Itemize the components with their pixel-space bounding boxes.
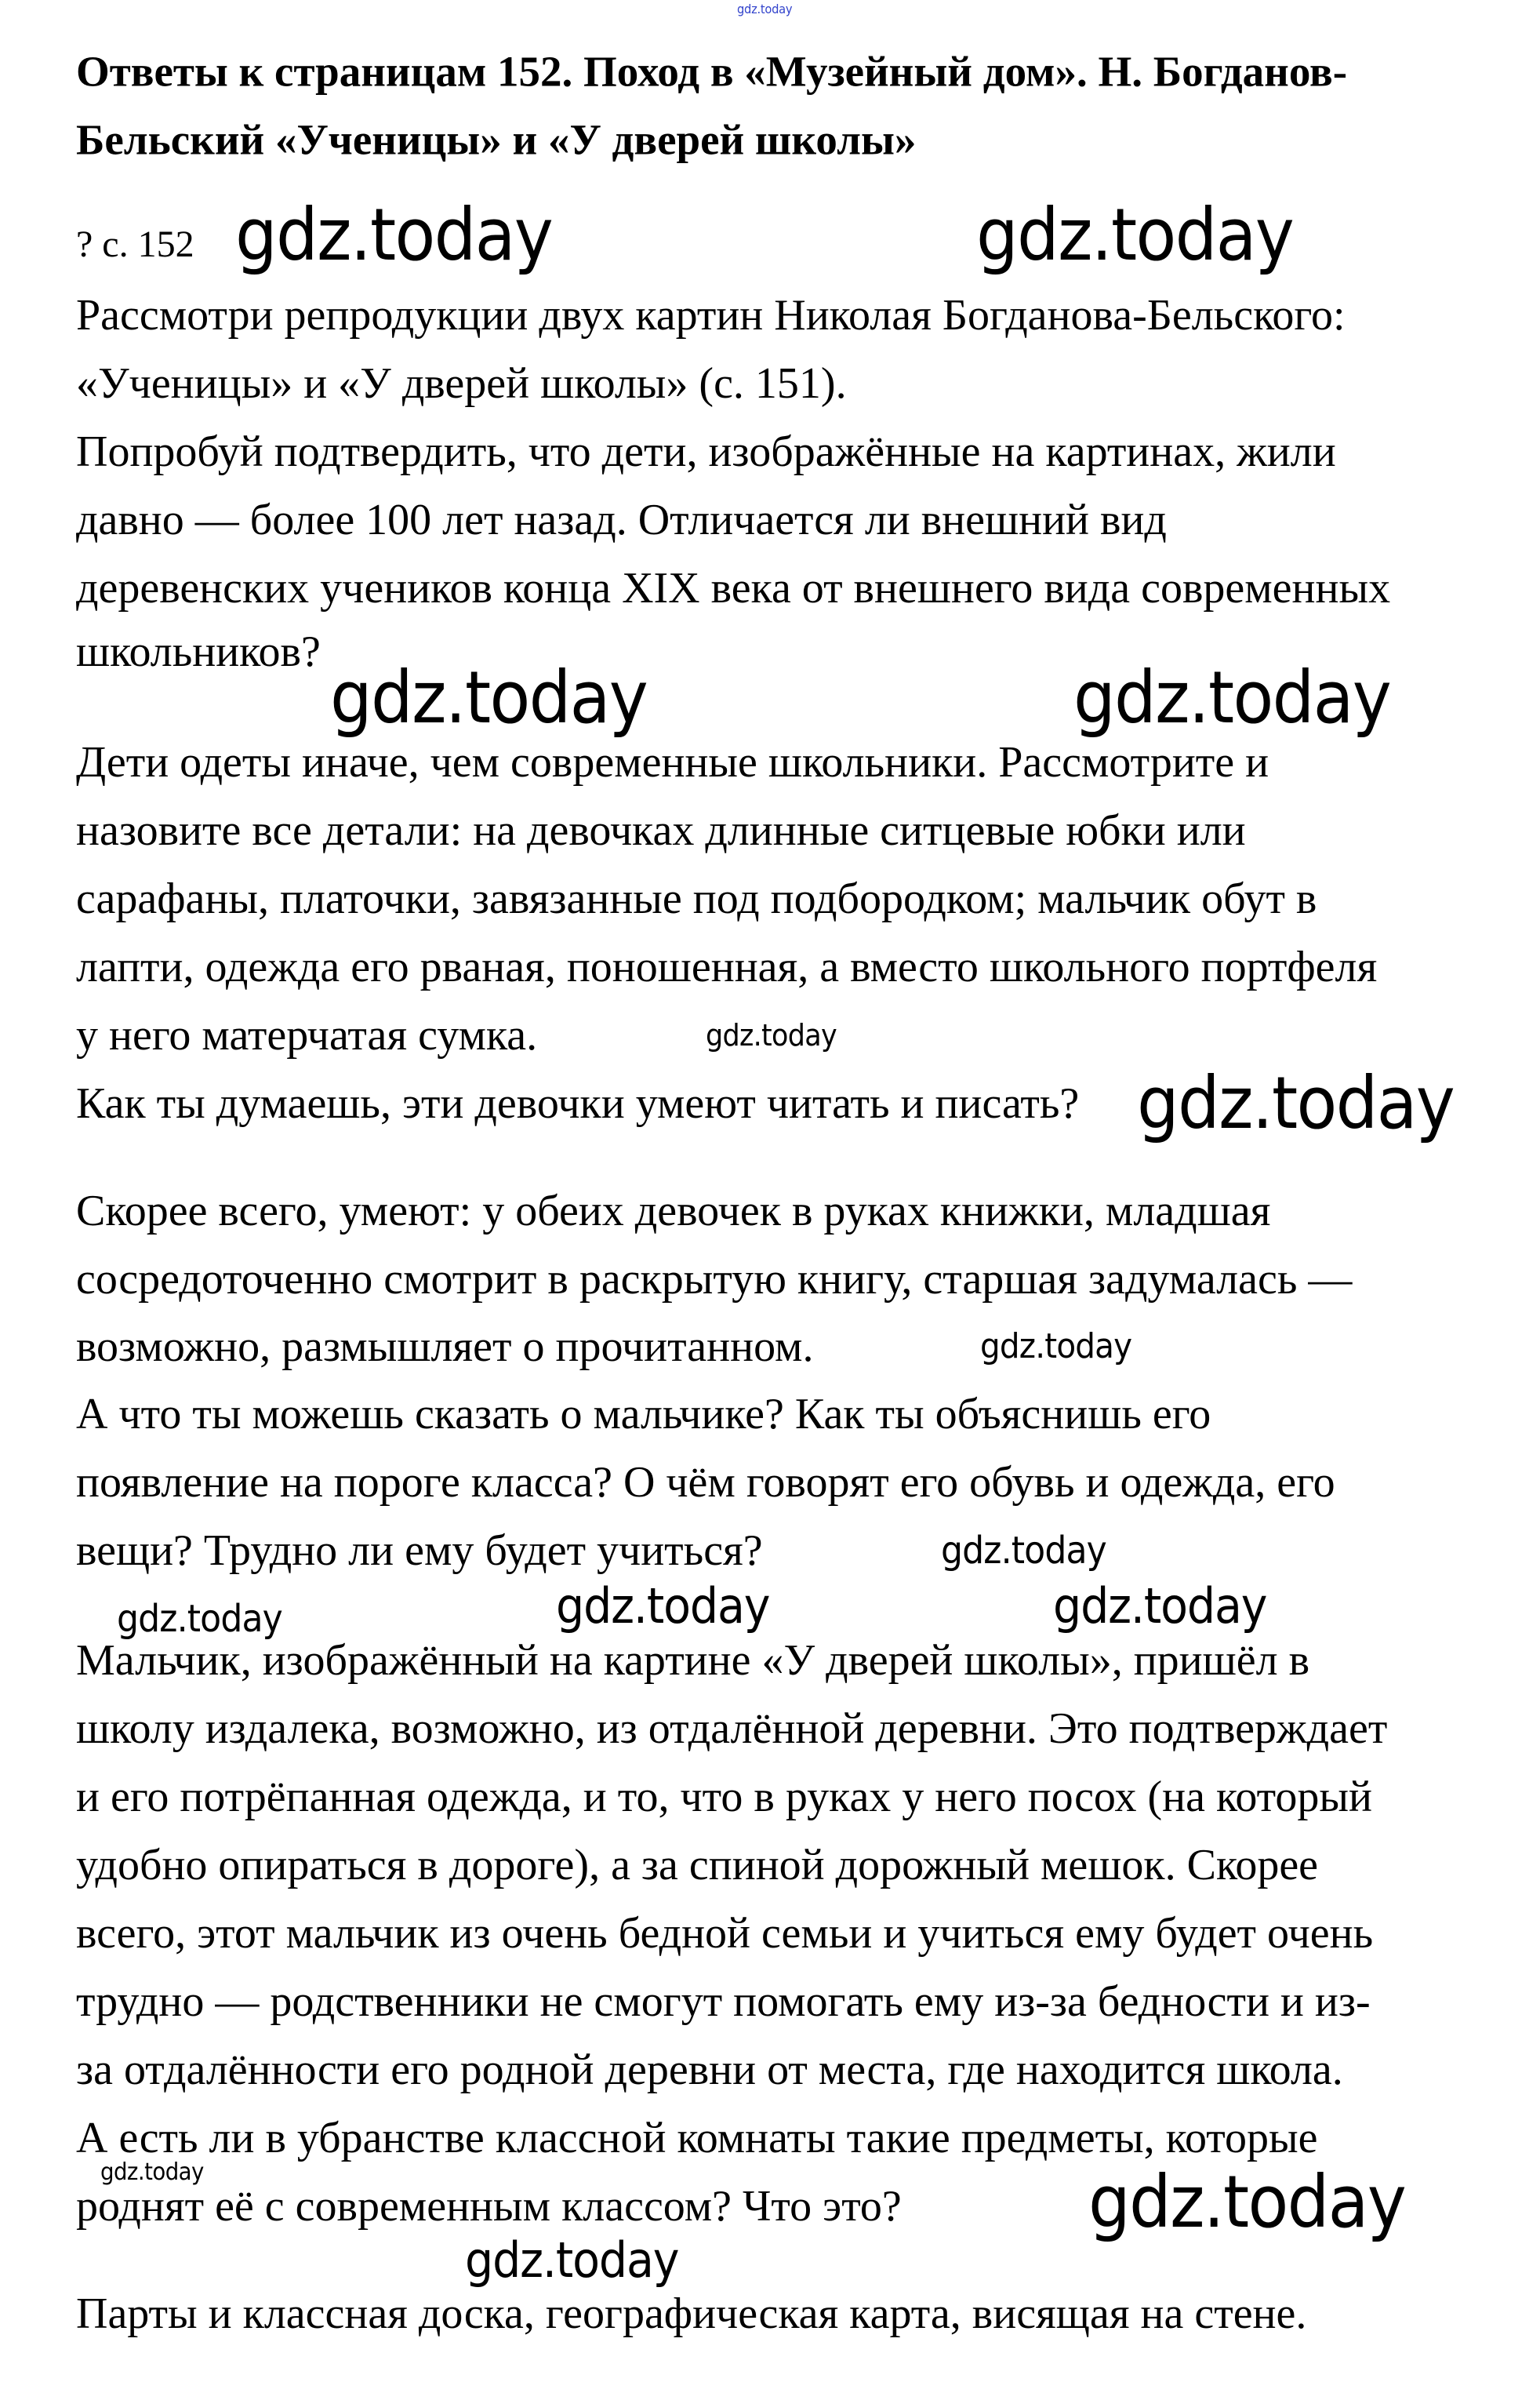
text-line: назовите все детали: на девочках длинные ситцевые юбки или [76, 806, 1246, 855]
watermark: gdz.today [706, 1018, 837, 1053]
text-line: возможно, размышляет о прочитанном. [76, 1322, 814, 1371]
watermark: gdz.today [465, 2231, 679, 2289]
text-line: школу издалека, возможно, из отдалённой деревни. Это подтверждает [76, 1704, 1388, 1753]
text-line: А есть ли в убранстве классной комнаты такие предметы, которые [76, 2114, 1318, 2162]
text-line: за отдалённости его родной деревни от места, где находится школа. [76, 2046, 1343, 2094]
text-line: деревенских учеников конца XIX века от внешнего вида современных [76, 564, 1391, 613]
text-line: Скорее всего, умеют: у обеих девочек в руках книжки, младшая [76, 1187, 1271, 1235]
text-line: Мальчик, изображённый на картине «У дверей школы», пришёл в [76, 1636, 1310, 1685]
text-line: «Ученицы» и «У дверей школы» (с. 151). [76, 359, 847, 408]
watermark: gdz.today [117, 1597, 282, 1641]
text-line: Дети одеты иначе, чем современные школьники. Рассмотрите и [76, 738, 1269, 787]
text-line: у него матерчатая сумка. [76, 1011, 538, 1060]
watermark: gdz.today [1073, 656, 1391, 740]
text-line: удобно опираться в дороге), а за спиной дорожный мешок. Скорее [76, 1841, 1319, 1889]
text-line: сосредоточенно смотрит в раскрытую книгу, старшая задумалась — [76, 1255, 1353, 1304]
watermark: gdz.today [1137, 1061, 1455, 1145]
text-line: вещи? Трудно ли ему будет учиться? [76, 1526, 763, 1575]
watermark-top: gdz.today [737, 2, 793, 16]
watermark: gdz.today [556, 1577, 770, 1635]
text-line: роднят её с современным классом? Что это? [76, 2182, 902, 2231]
text-line: и его потрёпанная одежда, и то, что в руках у него посох (на который [76, 1773, 1372, 1821]
text-line: давно — более 100 лет назад. Отличается ли внешний вид [76, 496, 1167, 544]
text-line: лапти, одежда его рваная, поношенная, а вместо школьного портфеля [76, 943, 1378, 991]
watermark: gdz.today [235, 193, 553, 277]
page-title-line-2: Бельский «Ученицы» и «У дверей школы» [76, 115, 917, 164]
text-line: всего, этот мальчик из очень бедной семьи и учиться ему будет очень [76, 1909, 1374, 1958]
watermark: gdz.today [1053, 1577, 1267, 1635]
text-line: появление на пороге класса? О чём говорят его обувь и одежда, его [76, 1458, 1335, 1507]
text-line: Как ты думаешь, эти девочки умеют читать и писать? [76, 1079, 1080, 1128]
text-line: сарафаны, платочки, завязанные под подбородком; мальчик обут в [76, 875, 1317, 923]
page-title-line-1: Ответы к страницам 152. Поход в «Музейный дом». Н. Богданов- [76, 47, 1348, 96]
text-line: А что ты можешь сказать о мальчике? Как ты объяснишь его [76, 1390, 1211, 1438]
page-reference: ? с. 152 [76, 224, 194, 265]
watermark: gdz.today [1088, 2160, 1406, 2244]
watermark: gdz.today [100, 2158, 204, 2186]
text-line: Рассмотри репродукции двух картин Николая Богданова-Бельского: [76, 291, 1346, 340]
text-line: Парты и классная доска, географическая карта, висящая на стене. [76, 2289, 1307, 2338]
text-line: Попробуй подтвердить, что дети, изображённые на картинах, жили [76, 427, 1336, 476]
watermark: gdz.today [976, 193, 1294, 277]
watermark: gdz.today [941, 1529, 1106, 1573]
text-line: школьников? [76, 627, 321, 676]
watermark: gdz.today [980, 1326, 1132, 1366]
text-line: трудно — родственники не смогут помогать ему из-за бедности и из- [76, 1977, 1371, 2026]
watermark: gdz.today [330, 656, 648, 740]
